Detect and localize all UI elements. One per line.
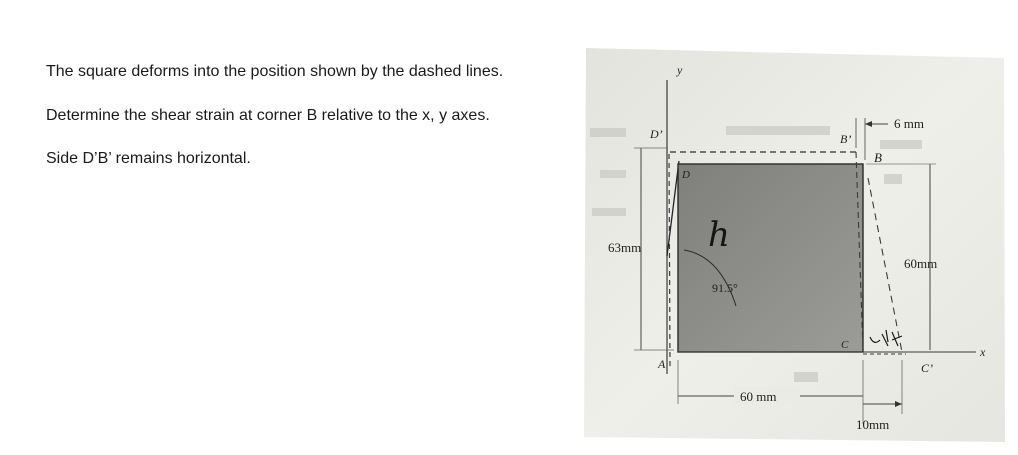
dim-offset-top: 6 mm (894, 116, 924, 131)
label-a: A (658, 357, 666, 371)
y-axis-label: y (677, 63, 683, 77)
textbook-figure-photo (584, 44, 1008, 444)
dim-width-bottom: 60 mm (740, 389, 777, 404)
angle-label: 91.5° (712, 281, 738, 295)
handwritten-h: h (708, 215, 730, 255)
undeformed-square (678, 164, 863, 352)
dim-offset-bottom: 10mm (856, 417, 890, 432)
problem-line-3: Side D’B’ remains horizontal. (46, 150, 251, 167)
dim-height-right: 60mm (904, 256, 938, 271)
figure-svg (584, 44, 1008, 444)
label-d: D (682, 169, 690, 181)
label-d-prime: D’ (650, 127, 663, 141)
x-axis-label: x (980, 345, 986, 359)
problem-line-1: The square deforms into the position shown by the dashed lines. (46, 63, 504, 80)
label-b: B (874, 150, 882, 165)
dim-height-left: 63mm (608, 240, 642, 255)
problem-line-2: Determine the shear strain at corner B relative to the x, y axes. (46, 107, 490, 124)
label-c-prime: C’ (921, 361, 933, 375)
label-c: C (841, 339, 849, 351)
label-b-prime: B’ (840, 132, 852, 146)
